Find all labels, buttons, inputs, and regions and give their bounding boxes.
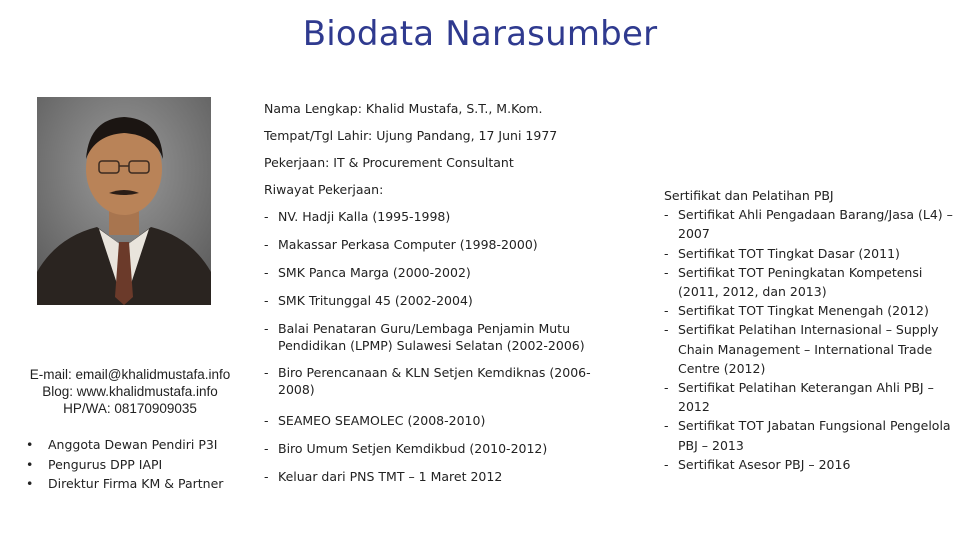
list-item: • Direktur Firma KM & Partner	[26, 476, 224, 491]
work-history-item: - Makassar Perkasa Computer (1998-2000)	[264, 237, 538, 252]
certification-item: - Sertifikat TOT Peningkatan Kompetensi (2011, 2012, dan 2013)	[664, 264, 923, 300]
list-item: • Anggota Dewan Pendiri P3I	[26, 437, 218, 452]
certification-item: - Sertifikat Pelatihan Internasional – Supply Chain Management – International Trade Centre (2012)	[664, 322, 939, 376]
email-text: E-mail: email@khalidmustafa.info	[29, 367, 231, 382]
certification-item: - Sertifikat Pelatihan Keterangan Ahli PBJ – 2012	[664, 380, 934, 415]
certification-item: - Sertifikat Ahli Pengadaan Barang/Jasa (L4) – 2007	[664, 207, 953, 242]
roles-list	[26, 435, 223, 494]
work-history-item: - Biro Umum Setjen Kemdikbud (2010-2012)	[264, 441, 548, 456]
certification-item: - Sertifikat TOT Jabatan Fungsional Pengelola PBJ – 2013	[664, 418, 951, 453]
certifications	[664, 186, 954, 474]
full-name: Nama Lengkap: Khalid Mustafa, S.T., M.Kom.	[264, 101, 543, 116]
work-history-item: - SEAMEO SEAMOLEC (2008-2010)	[264, 413, 486, 428]
phone-text: HP/WA: 08170909035	[63, 401, 197, 416]
blog-text: Blog: www.khalidmustafa.info	[42, 384, 218, 399]
work-history-item: - Biro Perencanaan & KLN Setjen Kemdiknas (2006-2008)	[264, 365, 591, 397]
certifications-heading: Sertifikat dan Pelatihan PBJ	[664, 188, 834, 203]
profile-photo	[37, 97, 211, 305]
work-history-item: - SMK Tritunggal 45 (2002-2004)	[264, 293, 473, 308]
page-title: Biodata Narasumber	[302, 14, 658, 54]
birth-info: Tempat/Tgl Lahir: Ujung Pandang, 17 Juni 1977	[264, 128, 558, 143]
work-history-item: - Keluar dari PNS TMT – 1 Maret 2012	[264, 469, 503, 484]
occupation: Pekerjaan: IT & Procurement Consultant	[264, 155, 514, 170]
certification-item: - Sertifikat Asesor PBJ – 2016	[664, 456, 851, 472]
certification-item: - Sertifikat TOT Tingkat Menengah (2012)	[664, 303, 929, 319]
work-history-item: - SMK Panca Marga (2000-2002)	[264, 265, 471, 280]
contact-info	[20, 366, 240, 417]
list-item: • Pengurus DPP IAPI	[26, 456, 163, 472]
profile-details	[264, 100, 619, 485]
work-history-item: - Balai Penataran Guru/Lembaga Penjamin Mutu Pendidikan (LPMP) Sulawesi Selatan (2002-2006)	[264, 321, 585, 353]
certification-item: - Sertifikat TOT Tingkat Dasar (2011)	[664, 245, 900, 261]
work-history-item: - NV. Hadji Kalla (1995-1998)	[264, 209, 451, 224]
work-history-heading: Riwayat Pekerjaan:	[264, 182, 384, 197]
